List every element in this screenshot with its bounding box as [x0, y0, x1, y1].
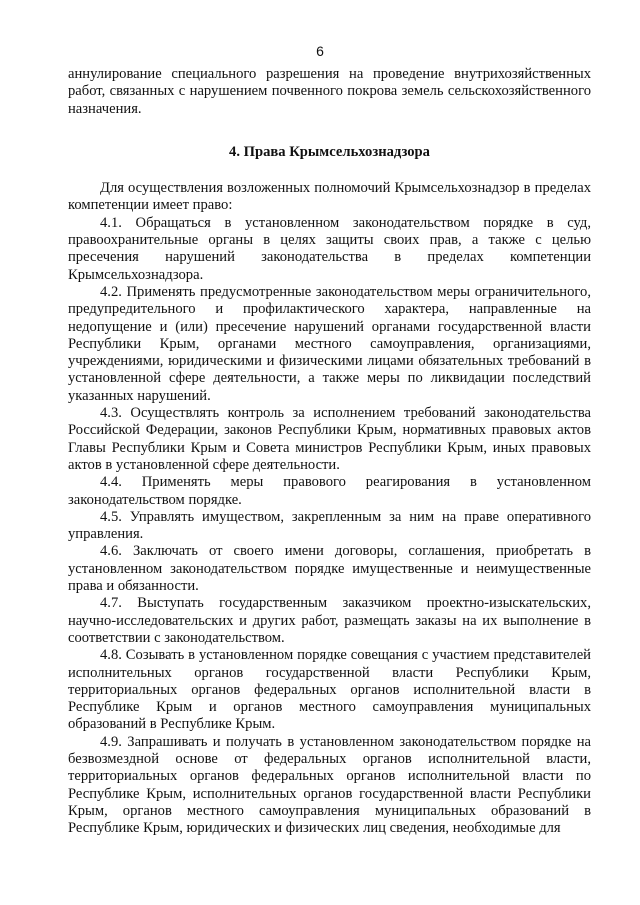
clause-4-7: 4.7. Выступать государственным заказчиком проектно-изыскательских, научно-исследовательских и других работ, размещать заказы на их выполнение в соответствии с законодательством. [68, 595, 591, 646]
clause-4-1: 4.1. Обращаться в установленном законодательством порядке в суд, правоохранительные органы в целях защиты своих прав, а также с целью пресечения нарушений законодательства в пределах компетенции Крымсельхознадзора. [68, 214, 591, 283]
clause-4-6: 4.6. Заключать от своего имени договоры, соглашения, приобретать в установленном законодательством порядке имущественные и неимущественные права и обязанности. [68, 543, 591, 595]
clause-4-8: 4.8. Созывать в установленном порядке совещания с участием представителей исполнительных органов государственной власти Республики Крым, территориальных органов федеральных органов исполнительной власти в Республике Крым и органов местного самоуправления муниципальных образований в Республике Крым. [68, 647, 591, 733]
clause-4-5: 4.5. Управлять имуществом, закрепленным за ним на праве оперативного управления. [68, 508, 591, 543]
section-lead: Для осуществления возложенных полномочий Крымсельхознадзор в пределах компетенции имеет право: [68, 180, 591, 214]
clause-4-2: 4.2. Применять предусмотренные законодательством меры ограничительного, предупредительного и профилактического характера, направленные на недопущение и (или) пресечение нарушений органами государственной власти Республики Крым, органами местного самоуправления, организациями, учреждениями, юридическими и физическими лицами обязательных требований в установленной сфере деятельности, а также меры по ликвидации последствий указанных нарушений. [68, 283, 591, 404]
page-number: 6 [316, 43, 324, 59]
section-heading: 4. Права Крымсельхознадзора [229, 143, 430, 160]
intro-paragraph: аннулирование специального разрешения на проведение внутрихозяйственных работ, связанных с нарушением почвенного покрова земель сельскохозяйственного назначения. [68, 66, 591, 117]
clause-4-3: 4.3. Осуществлять контроль за исполнением требований законодательства Российской Федерации, законов Республики Крым, нормативных правовых актов Главы Республики Крым и Совета министров Республики Крым, иных правовых актов в установленной сфере деятельности. [68, 405, 591, 473]
clause-4-4: 4.4. Применять меры правового реагирования в установленном законодательством порядке. [68, 474, 591, 508]
document-body [68, 66, 591, 837]
clause-4-9: 4.9. Запрашивать и получать в установленном законодательством порядке на безвозмездной основе от федеральных органов исполнительной власти, территориальных органов федеральных органов исполнительной власти по Республике Крым, исполнительных органов государственной власти Республики Крым, органов местного самоуправления муниципальных образований в Республике Крым, юридических и физических лиц сведения, необходимые для [68, 733, 591, 837]
